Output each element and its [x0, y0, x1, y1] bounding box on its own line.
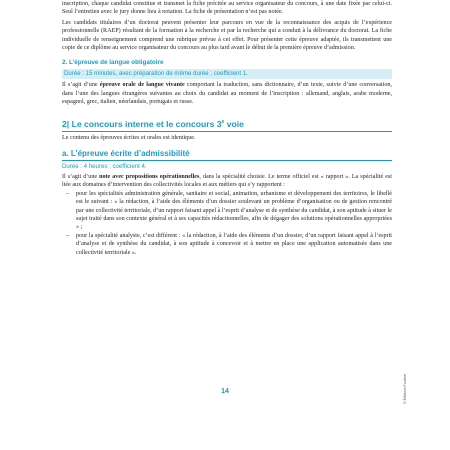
admissibilite-text-end: , dans la spécialité choisie. Le terme officiel est « rapport ». La spécialité est liée aux domaines d’intervention des collectivités locales et aux métiers qui s’y rapportent : [62, 173, 392, 189]
admissibilite-duration: Durée : 4 heures ; coefficient 4. [62, 162, 147, 170]
langue-paragraph [62, 81, 392, 106]
langue-heading: 2. L’épreuve de langue obligatoire [62, 59, 164, 67]
document-page [62, 0, 392, 257]
interne-heading-prefix: 2| Le concours interne et le concours 3 [62, 118, 222, 129]
interne-intro: Le contenu des épreuves écrites et orales est identique. [62, 134, 196, 141]
specialites-list [62, 190, 392, 257]
admissibilite-paragraph [62, 173, 392, 190]
interne-heading [62, 117, 392, 132]
admissibilite-heading: a. L’épreuve écrite d’admissibilité [62, 149, 392, 161]
intro-paragraph: inscription, chaque candidat constitue et transmet la fiche précitée au service organisateur du concours, à une date fixée par celui-ci. Seul l’entretien avec le jury donne lieu à notation. La fiche de présentation n’est pas notée. [62, 1, 392, 16]
langue-text-bold: épreuve orale de langue vivante [99, 82, 185, 89]
page-number: 14 [221, 388, 229, 395]
admissibilite-text-start: Il s’agit d’une [62, 173, 100, 180]
langue-duration: Durée : 15 minutes, avec préparation de même durée ; coefficient 1. [62, 69, 392, 79]
admissibilite-text-bold: note avec propositions opérationnelles [99, 173, 200, 180]
langue-text-start: Il s’agit d’une [62, 82, 100, 89]
interne-heading-suffix: voie [224, 118, 244, 129]
langue-text-end: comportant la traduction, sans dictionnaire, d’un texte, suivie d’une conversation, dans l’une des langues étrangères suivantes au choix du candidat au moment de l’inscription : allemand, anglais, arabe moderne, espagnol, grec, italien, néerlandais, portugais et russe. [62, 82, 392, 106]
list-item: – pour la spécialité analyste, c’est différent : « la rédaction, à l’aide des éléments d’un dossier, d’un rapport faisant appel à l’esprit d’analyse et de synthèse du candidat, à son aptitude à concevoir et à mettre en place une application automatisée dans une collectivité territoriale ». [62, 232, 392, 257]
list-item: – pour les spécialités administration générale, sanitaire et social, animation, urbanisme et développement des territoires, le libellé est le suivant : « la rédaction, à l’aide des éléments d’un dossier soulevant un problème d’organisation ou de gestion rencontré par une collectivité territoriale, d’un rapport faisant appel à l’esprit d’analyse et de synthèse du candidat, à son aptitude à situer le sujet traité dans son contexte général et à ses capacités rédactionnelles, afin de dégager des solutions opérationnelles appropriées » ; [62, 190, 392, 232]
copyright-notice: © Éditions Foucher [403, 373, 407, 404]
doctorat-paragraph: Les candidats titulaires d’un doctorat peuvent présenter leur parcours en vue de la reconnaissance des acquis de l’expérience professionnelle (RAEP) résultant de la formation à la recherche et par la recherche qui a conduit à la délivrance du doctorat. La fiche individuelle de renseignement comprend une rubrique prévue à cet effet. Pour présenter cette épreuve adaptée, ils transmettent une copie de ce diplôme au service organisateur du concours au plus tard avant le début de la première épreuve d’admission. [62, 19, 392, 52]
interne-heading-sup: e [221, 118, 225, 125]
